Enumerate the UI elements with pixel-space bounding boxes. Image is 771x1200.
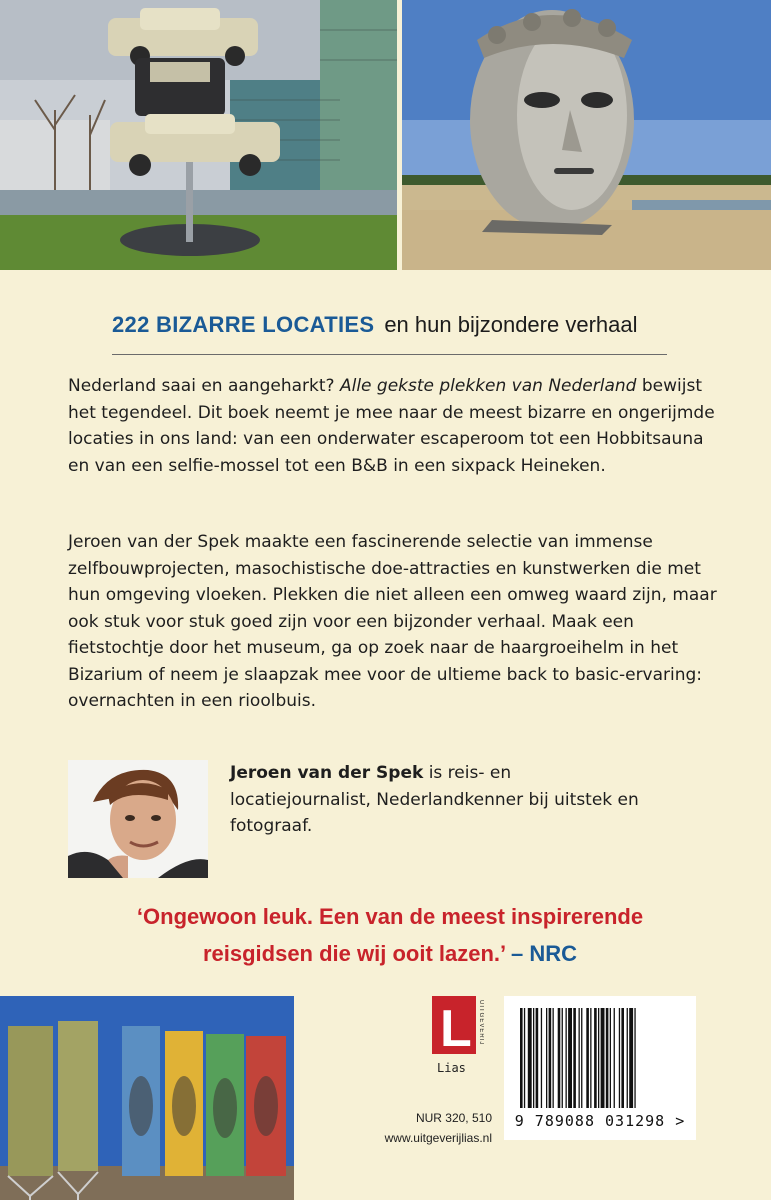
barcode-bar — [562, 1008, 563, 1108]
intro-lead: Nederland saai en aangeharkt? — [68, 376, 340, 396]
subtitle-divider — [112, 354, 667, 355]
painted-silos-photo — [0, 996, 294, 1200]
author-bio — [230, 760, 640, 840]
nur-code: NUR 320, 510 — [415, 1111, 492, 1125]
barcode-bar — [627, 1008, 628, 1108]
barcode-bar — [573, 1008, 576, 1108]
barcode-bar — [581, 1008, 582, 1108]
barcode-bar — [558, 1008, 561, 1108]
barcode-bar — [579, 1008, 580, 1108]
barcode-bar — [590, 1008, 591, 1108]
cars-sculpture-photo — [0, 0, 397, 270]
barcode-bar — [566, 1008, 567, 1108]
barcode-bar — [533, 1008, 534, 1108]
quote-line-1: ‘Ongewoon leuk. Een van de meest inspirerende — [136, 904, 644, 929]
logo-letter: L — [440, 1000, 472, 1058]
author-bio-text: is reis- en locatiejournalist, Nederlandkenner bij uitstek en fotograaf. — [230, 763, 639, 836]
barcode-bar — [553, 1008, 554, 1108]
isbn-digits: 9 789088 031298 > — [514, 1112, 686, 1130]
logo-name: Lias — [437, 1061, 466, 1075]
subtitle-rest: en hun bijzondere verhaal — [384, 312, 638, 337]
barcode-bar — [524, 1008, 525, 1108]
intro-tail: bewijst het tegendeel. Dit boek neemt je mee naar de meest bizarre en ongerijmde locaties in ons land: van een onderwater escaperoom tot een Hobbitsauna en van een selfie-mossel tot een B&B in een sixpack Heineken. — [68, 376, 715, 476]
intro-paragraph — [68, 373, 718, 479]
quote-source: – NRC — [504, 941, 578, 966]
book-title-italic: Alle gekste plekken van Nederland — [339, 376, 637, 396]
barcode-bar — [549, 1008, 552, 1108]
barcode-bar — [598, 1008, 599, 1108]
quote-line-2 — [80, 935, 700, 972]
barcode-bar — [520, 1008, 523, 1108]
barcode-bar — [568, 1008, 572, 1108]
barcode-bar — [536, 1008, 539, 1108]
barcode-bar — [614, 1008, 615, 1108]
barcode-bar — [528, 1008, 532, 1108]
barcode-bar — [586, 1008, 589, 1108]
description-paragraph: Jeroen van der Spek maakte een fascinerende selectie van immense zelfbouwprojecten, masochistische doe-attracties en kunstwerken die met hun omgeving vloeken. Plekken die niet alleen een omweg waard zijn, maar ook stuk voor stuk goed zijn voor een bijzonder verhaal. Maak een fietstochtje door het museum, ga op zoek naar de haargroeihelm in het Bizarium of neem je slaapzak mee voor de ultieme back to basic-ervaring: overnachten in een rioolbuis. — [68, 532, 717, 711]
barcode-bar — [601, 1008, 605, 1108]
barcode-bar — [629, 1008, 633, 1108]
mask-sculpture-photo — [402, 0, 771, 270]
logo-side: UITGEVERIJ — [478, 1000, 484, 1046]
subtitle — [112, 312, 672, 338]
barcode-bar — [606, 1008, 609, 1108]
quote-line-2-text: reisgidsen die wij ooit lazen.’ — [202, 941, 505, 966]
subtitle-accent: 222 BIZARRE LOCATIES — [112, 312, 375, 337]
author-photo — [68, 760, 208, 878]
publisher-website: www.uitgeverijlias.nl — [384, 1131, 492, 1145]
barcode-bar — [594, 1008, 597, 1108]
barcode-bar — [634, 1008, 635, 1108]
barcode-bar — [621, 1008, 624, 1108]
barcode-bar — [610, 1008, 611, 1108]
author-name: Jeroen van der Spek — [230, 763, 424, 783]
barcode-bar — [619, 1008, 620, 1108]
barcode-bar — [541, 1008, 542, 1108]
barcode-bar — [546, 1008, 547, 1108]
publisher-logo — [432, 996, 484, 1078]
press-quote — [80, 898, 700, 972]
